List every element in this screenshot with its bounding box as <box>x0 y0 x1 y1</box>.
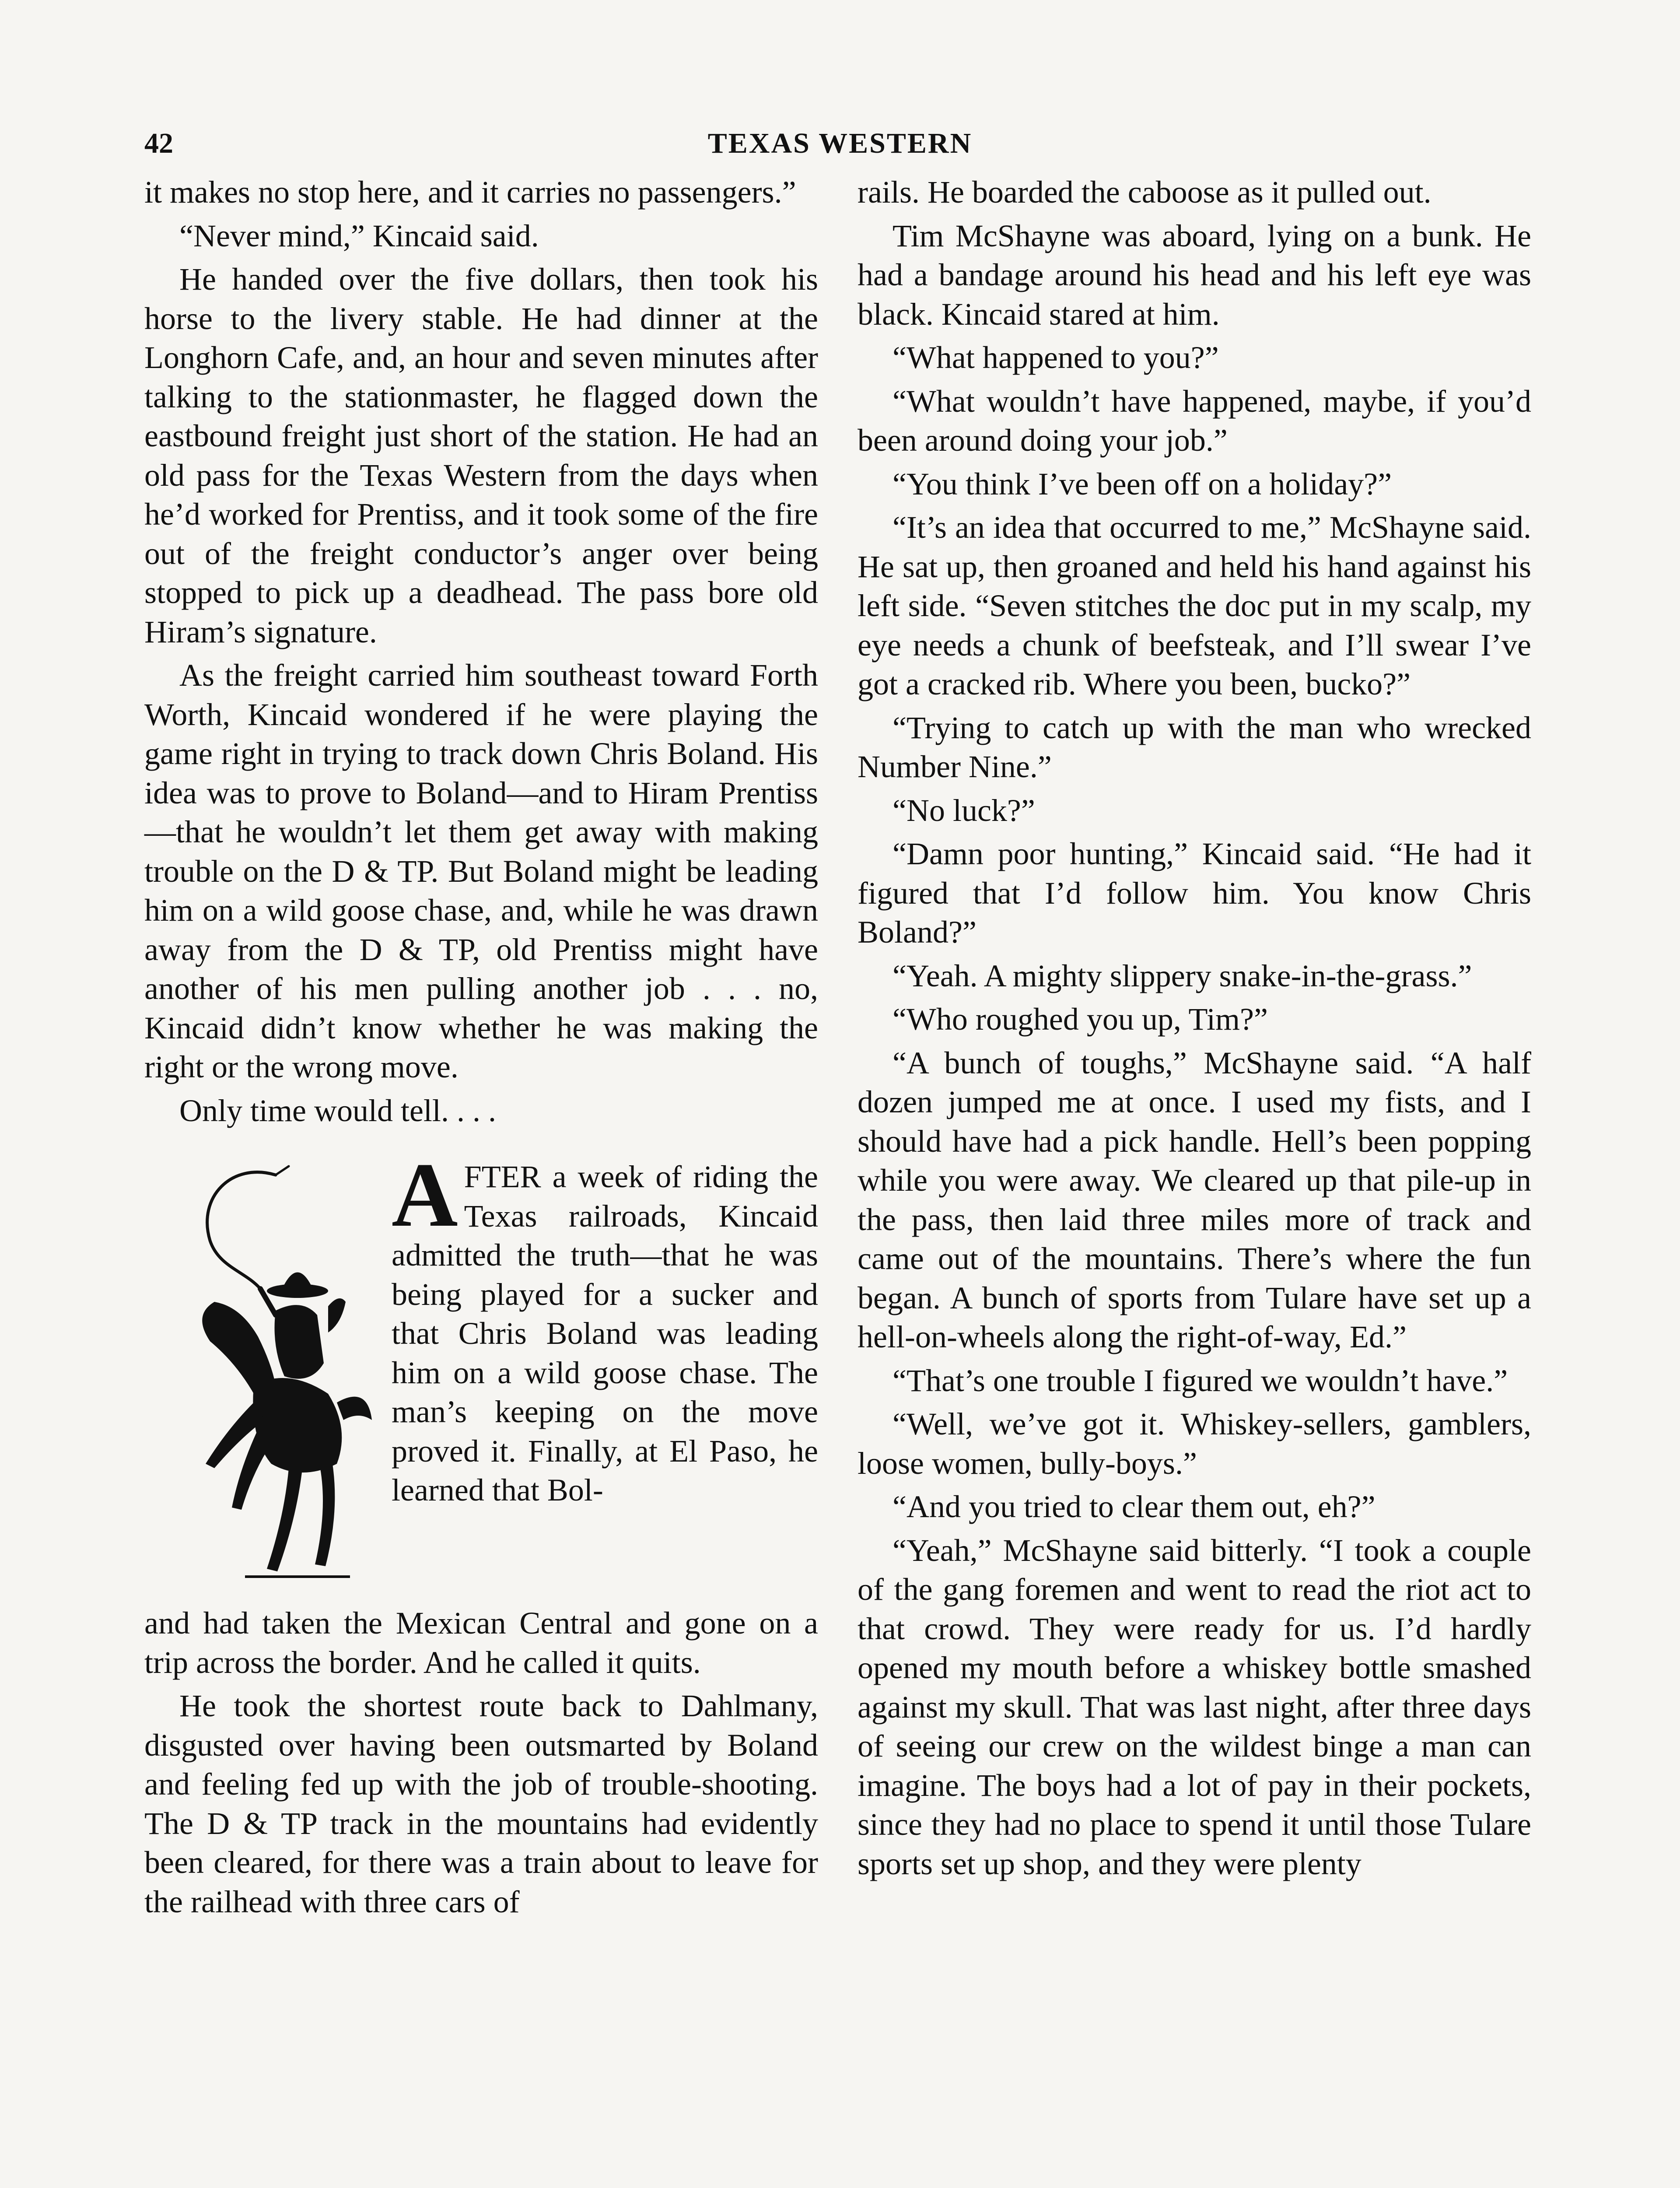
running-title: TEXAS WESTERN <box>707 127 973 159</box>
paragraph: “No luck?” <box>892 792 1035 828</box>
paragraph-lead: FTER a week of riding the Texas railroads, Kincaid admitted the truth—that he was being played for a sucker and that Chris Boland was leading him on a wild goose chase. The man’s keeping on the move proved it. Finally, at El Paso, he learned that Bol- <box>392 1159 818 1508</box>
paragraph: “Damn poor hunting,” Kincaid said. “He had it figured that I’d follow him. You know Chris Boland?” <box>858 836 1531 950</box>
paragraph: “What wouldn’t have happened, maybe, if you’d been around doing your job.” <box>858 383 1531 458</box>
left-column <box>144 173 818 1926</box>
illustrated-section <box>144 1144 818 1604</box>
paragraph: “Trying to catch up with the man who wrecked Number Nine.” <box>858 710 1531 784</box>
paragraph: “Never mind,” Kincaid said. <box>179 218 539 253</box>
cowboy-on-bucking-horse-illustration <box>144 1157 381 1604</box>
illustrated-text <box>392 1144 818 1510</box>
paragraph: “That’s one trouble I figured we wouldn’t have.” <box>892 1363 1508 1398</box>
paragraph: “Yeah,” McShayne said bitterly. “I took a couple of the gang foremen and went to read the riot act to that crowd. They were ready for us. I’d hardly opened my mouth before a whiskey bottle smashed against my skull. That was last night, after three days of seeing our crew on the wildest binge a man can imagine. The boys had a lot of pay in their pockets, since they had no place to spend it until those Tulare sports set up shop, and they were plenty <box>858 1532 1531 1881</box>
paragraph: “And you tried to clear them out, eh?” <box>892 1489 1376 1524</box>
paragraph: “Who roughed you up, Tim?” <box>892 1002 1268 1037</box>
paragraph: “It’s an idea that occurred to me,” McShayne said. He sat up, then groaned and held his hand against his left side. “Seven stitches the doc put in my scalp, my eye needs a chunk of beefsteak, and I’ll swear I’ve got a cracked rib. Where you been, bucko?” <box>858 510 1531 701</box>
paragraph: “You think I’ve been off on a holiday?” <box>892 466 1392 501</box>
paragraph: “What happened to you?” <box>892 340 1219 375</box>
page-number: 42 <box>144 127 173 159</box>
paragraph: and had taken the Mexican Central and gone on a trip across the border. And he called it quits. <box>144 1606 818 1680</box>
paragraph: Only time would tell. . . . <box>179 1093 496 1128</box>
paragraph: rails. He boarded the caboose as it pulled out. <box>858 175 1432 210</box>
paragraph: “Yeah. A mighty slippery snake-in-the-grass.” <box>892 958 1472 993</box>
paragraph: “A bunch of toughs,” McShayne said. “A half dozen jumped me at once. I used my fists, and I should have had a pick handle. Hell’s been popping while you were away. We cleared up that pile-up in the pass, then laid three miles more of track and came out of the mountains. There’s where the fun began. A bunch of sports from Tulare have set up a hell-on-wheels along the right-of-way, Ed.” <box>858 1045 1531 1354</box>
paragraph: As the freight carried him southeast toward Forth Worth, Kincaid wondered if he were playing the game right in trying to track down Chris Boland. His idea was to prove to Boland—and to Hiram Prentiss—that he wouldn’t let them get away with making trouble on the D & TP. But Boland might be leading him on a wild goose chase, and, while he was drawn away from the D & TP, old Prentiss might have another of his men pulling another job . . . no, Kincaid didn’t know whether he was making the right or the wrong move. <box>144 658 818 1084</box>
right-column <box>858 173 1531 1888</box>
paragraph: “Well, we’ve got it. Whiskey-sellers, gamblers, loose women, bully-boys.” <box>858 1406 1531 1481</box>
page-header <box>144 127 1536 175</box>
drop-cap: A <box>392 1144 458 1246</box>
paragraph: He handed over the five dollars, then took his horse to the livery stable. He had dinner at the Longhorn Cafe, and, an hour and seven minutes after talking to the stationmaster, he flagged down the eastbound freight just short of the station. He had an old pass for the Texas Western from the days when he’d worked for Prentiss, and it took some of the fire out of the freight conductor’s anger over being stopped to pick up a deadhead. The pass bore old Hiram’s signature. <box>144 262 818 649</box>
paragraph: it makes no stop here, and it carries no passengers.” <box>144 175 796 210</box>
paragraph: He took the shortest route back to Dahlmany, disgusted over having been outsmarted by Boland and feeling fed up with the job of trouble-shooting. The D & TP track in the mountains had evidently been cleared, for there was a train about to leave for the railhead with three cars of <box>144 1688 818 1919</box>
paragraph: Tim McShayne was aboard, lying on a bunk. He had a bandage around his head and his left eye was black. Kincaid stared at him. <box>858 218 1531 332</box>
